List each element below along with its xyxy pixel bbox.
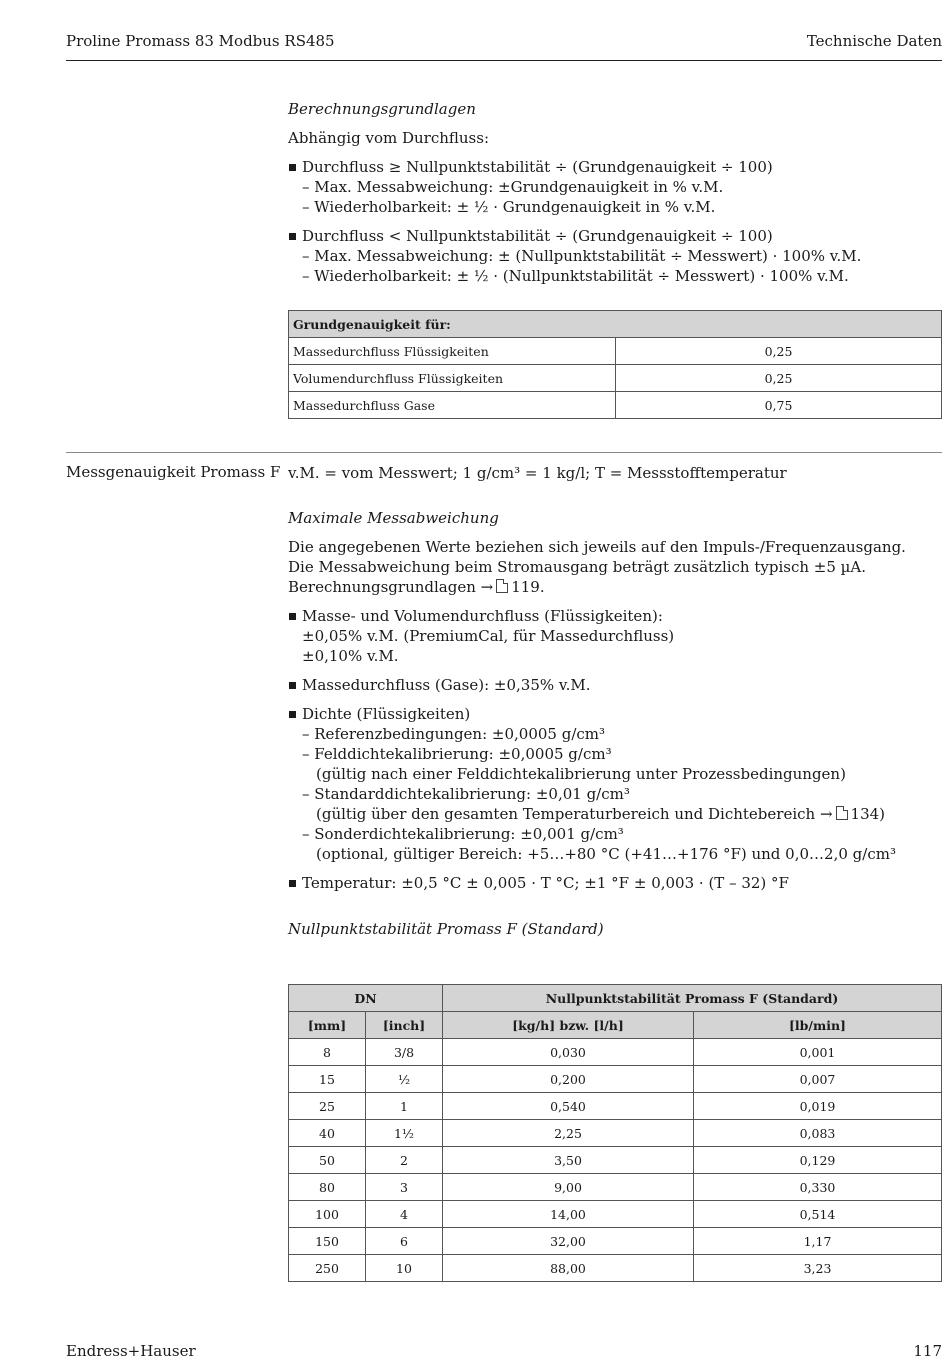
cell-mm: 250 [289,1255,366,1282]
calc-basis-bullet-1 [288,157,942,217]
ref-text: (gültig über den gesamten Temperaturbereich und Dichtebereich → [316,805,833,823]
cell-lbmin: 0,083 [694,1120,942,1147]
table-cell-label: Massedurchfluss Flüssigkeiten [289,338,616,365]
table-row [289,1228,942,1255]
cell-lbmin: 0,001 [694,1039,942,1066]
header-zero-stability: Nullpunktstabilität Promass F (Standard) [443,985,942,1012]
continuation-line: (gültig nach einer Felddichtekalibrierung unter Prozessbedingungen) [316,765,846,783]
continuation-line: ±0,10% v.M. [302,647,399,665]
bullet-text: Durchfluss < Nullpunktstabilität ÷ (Grundgenauigkeit ÷ 100) [288,226,942,246]
header-mm: [mm] [289,1012,366,1039]
base-accuracy-table [288,310,942,419]
accuracy-bullet-2 [288,675,942,695]
cell-inch: 3 [366,1174,443,1201]
cell-mm: 40 [289,1120,366,1147]
dash-item: – Max. Messabweichung: ±Grundgenauigkeit in % v.M. [302,178,724,196]
header-title: Proline Promass 83 Modbus RS485 [66,32,335,50]
abbrev-note: v.M. = vom Messwert; 1 g/cm³ = 1 kg/l; T = Messstofftemperatur [288,464,787,482]
cell-kgh: 32,00 [443,1228,694,1255]
cell-kgh: 2,25 [443,1120,694,1147]
dash-item: – Sonderdichtekalibrierung: ±0,001 g/cm³ [302,825,624,843]
page-ref-number[interactable]: 119. [511,578,545,596]
cell-mm: 80 [289,1174,366,1201]
cell-inch: 4 [366,1201,443,1228]
continuation-line: ±0,05% v.M. (PremiumCal, für Massedurchfluss) [302,627,675,645]
table-row [289,1066,942,1093]
continuation-line: (optional, gültiger Bereich: +5…+80 °C (+41…+176 °F) und 0,0…2,0 g/cm³ [316,845,896,863]
cell-kgh: 9,00 [443,1174,694,1201]
paragraph-line: Die Messabweichung beim Stromausgang beträgt zusätzlich typisch ±5 µA. [288,558,867,576]
table-header-row [289,1012,942,1039]
cell-mm: 100 [289,1201,366,1228]
zero-stability-title: Nullpunktstabilität Promass F (Standard) [288,920,604,938]
cell-lbmin: 0,019 [694,1093,942,1120]
header-rule [66,60,942,61]
cell-lbmin: 3,23 [694,1255,942,1282]
cell-lbmin: 0,330 [694,1174,942,1201]
cell-inch: 1½ [366,1120,443,1147]
table-row [289,1201,942,1228]
dash-item: – Wiederholbarkeit: ± ½ · (Nullpunktstabilität ÷ Messwert) · 100% v.M. [302,267,849,285]
cell-lbmin: 1,17 [694,1228,942,1255]
side-label-accuracy: Messgenauigkeit Promass F [66,463,281,481]
cell-inch: 2 [366,1147,443,1174]
table-row [289,1039,942,1066]
table-row [289,1174,942,1201]
accuracy-section [288,463,942,939]
max-deviation-paragraph [288,537,942,597]
page-reference-icon [496,579,508,593]
table-cell-value: 0,25 [616,365,942,392]
table-cell-value: 0,25 [616,338,942,365]
accuracy-bullet-1 [288,606,942,666]
cell-inch: 6 [366,1228,443,1255]
cell-kgh: 0,200 [443,1066,694,1093]
header-lbmin: [lb/min] [694,1012,942,1039]
header-kgh: [kg/h] bzw. [l/h] [443,1012,694,1039]
bullet-text: Durchfluss ≥ Nullpunktstabilität ÷ (Grundgenauigkeit ÷ 100) [288,157,942,177]
footer-brand: Endress+Hauser [66,1342,196,1360]
max-deviation-title: Maximale Messabweichung [288,509,499,527]
accuracy-bullet-3 [288,704,942,864]
dash-item: – Wiederholbarkeit: ± ½ · Grundgenauigkeit in % v.M. [302,198,716,216]
cell-kgh: 88,00 [443,1255,694,1282]
table-row [289,392,942,419]
ref-text: Berechnungsgrundlagen → [288,578,494,596]
dash-item: – Felddichtekalibrierung: ±0,0005 g/cm³ [302,745,612,763]
cell-lbmin: 0,007 [694,1066,942,1093]
paragraph-line [288,577,942,597]
section-divider [66,452,942,453]
table-row [289,1147,942,1174]
table-cell-value: 0,75 [616,392,942,419]
cell-inch: 10 [366,1255,443,1282]
page-reference-icon [836,806,848,820]
cell-kgh: 14,00 [443,1201,694,1228]
table-header-row [289,985,942,1012]
accuracy-bullet-4 [288,873,942,893]
cell-inch: 3/8 [366,1039,443,1066]
cell-mm: 150 [289,1228,366,1255]
dash-item: – Standarddichtekalibrierung: ±0,01 g/cm³ [302,785,630,803]
table-row [289,1255,942,1282]
bullet-text: Masse- und Volumendurchfluss (Flüssigkeiten): [288,606,942,626]
table-cell-label: Volumendurchfluss Flüssigkeiten [289,365,616,392]
cell-mm: 50 [289,1147,366,1174]
cell-mm: 15 [289,1066,366,1093]
calc-basis-intro: Abhängig vom Durchfluss: [288,129,489,147]
calc-basis-bullet-2 [288,226,942,286]
cell-inch: ½ [366,1066,443,1093]
table-header: Grundgenauigkeit für: [289,311,942,338]
dash-item: – Referenzbedingungen: ±0,0005 g/cm³ [302,725,606,743]
page-ref-number[interactable]: 134) [850,805,886,823]
continuation-line [288,804,942,824]
cell-lbmin: 0,129 [694,1147,942,1174]
table-row [289,338,942,365]
cell-inch: 1 [366,1093,443,1120]
table-row [289,365,942,392]
table-row [289,1120,942,1147]
calc-basis-section [288,99,942,286]
table-cell-label: Massedurchfluss Gase [289,392,616,419]
header-inch: [inch] [366,1012,443,1039]
cell-mm: 25 [289,1093,366,1120]
bullet-text: Massedurchfluss (Gase): ±0,35% v.M. [288,675,942,695]
header-section: Technische Daten [806,32,942,50]
cell-kgh: 3,50 [443,1147,694,1174]
paragraph-line: Die angegebenen Werte beziehen sich jeweils auf den Impuls-/Frequenzausgang. [288,538,906,556]
dash-item: – Max. Messabweichung: ± (Nullpunktstabilität ÷ Messwert) · 100% v.M. [302,247,862,265]
cell-mm: 8 [289,1039,366,1066]
calc-basis-title: Berechnungsgrundlagen [288,100,476,118]
cell-lbmin: 0,514 [694,1201,942,1228]
bullet-text: Dichte (Flüssigkeiten) [288,704,942,724]
cell-kgh: 0,030 [443,1039,694,1066]
table-header-row [289,311,942,338]
bullet-text: Temperatur: ±0,5 °C ± 0,005 · T °C; ±1 °F ± 0,003 · (T – 32) °F [288,873,942,893]
page-number: 117 [913,1342,942,1360]
zero-stability-table [288,984,942,1282]
cell-kgh: 0,540 [443,1093,694,1120]
header-dn: DN [289,985,443,1012]
table-row [289,1093,942,1120]
